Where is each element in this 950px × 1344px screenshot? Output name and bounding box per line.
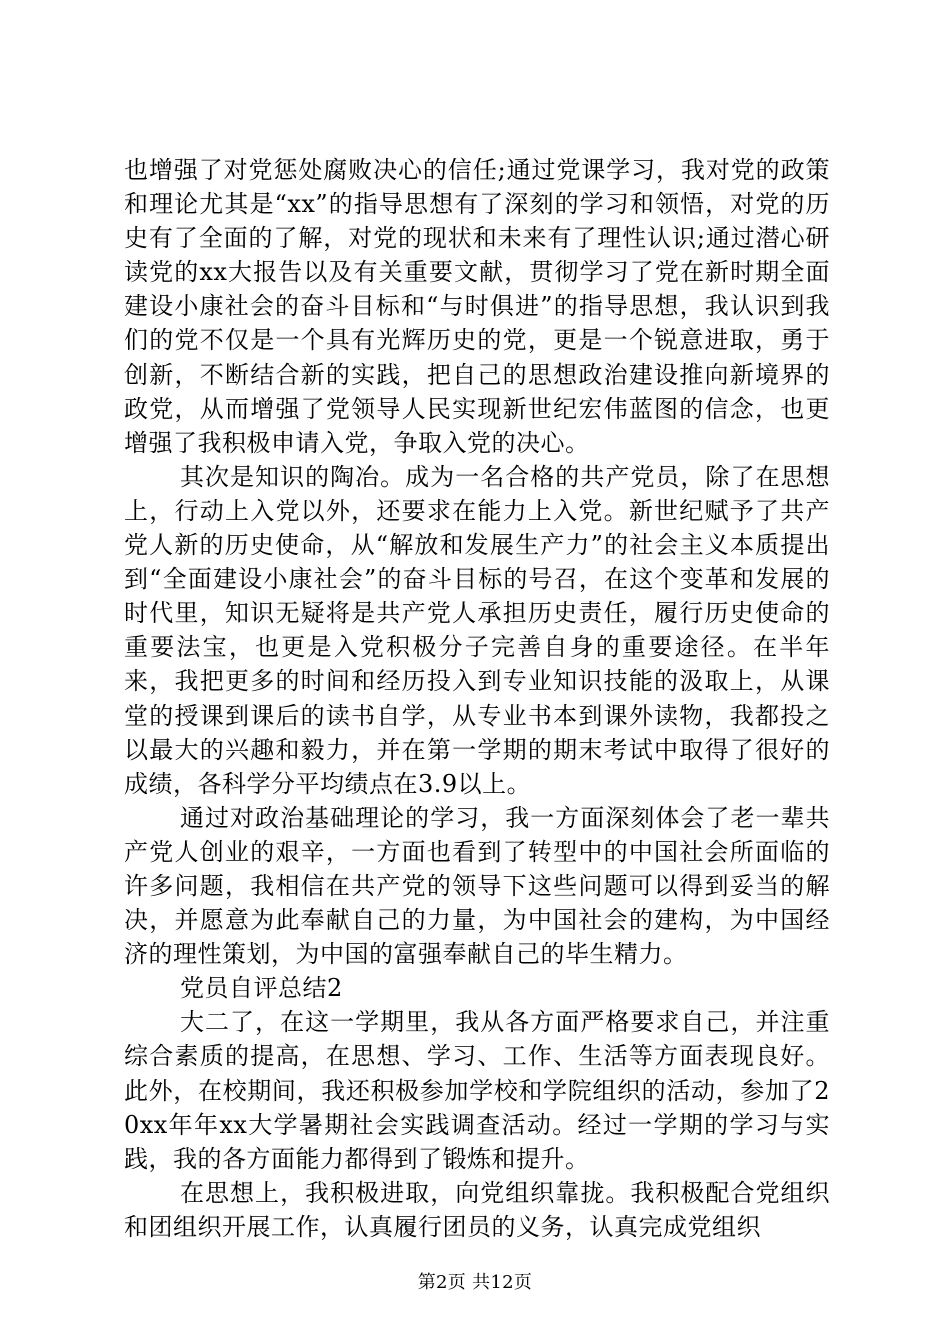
page-number-footer: 第2页 共12页 — [417, 1272, 533, 1293]
paragraph-3: 通过对政治基础理论的学习，我一方面深刻体会了老一辈共产党人创业的艰辛，一方面也看到了转型中的中国社会所面临的许多问题，我相信在共产党的领导下这些问题可以得到妥当的解决，并愿意为此奉献自己的力量，为中国社会的建构，为中国经济的理性策划，为中国的富强奉献自己的毕生精力。 — [124, 803, 830, 969]
section-heading: 党员自评总结2 — [180, 974, 343, 1003]
document-body — [124, 153, 830, 1244]
paragraph-4: 大二了，在这一学期里，我从各方面严格要求自己，并注重综合素质的提高，在思想、学习、工作、生活等方面表现良好。此外，在校期间，我还积极参加学校和学院组织的活动，参加了20xx年年xx大学暑期社会实践调查活动。经过一学期的学习与实践，我的各方面能力都得到了锻炼和提升。 — [124, 1008, 830, 1173]
paragraph-2: 其次是知识的陶冶。成为一名合格的共产党员，除了在思想上，行动上入党以外，还要求在能力上入党。新世纪赋予了共产党人新的历史使命，从“解放和发展生产力”的社会主义本质提出到“全面建设小康社会”的奋斗目标的号召，在这个变革和发展的时代里，知识无疑将是共产党人承担历史责任，履行历史使命的重要法宝，也更是入党积极分子完善自身的重要途径。在半年来，我把更多的时间和经历投入到专业知识技能的汲取上，从课堂的授课到课后的读书自学，从专业书本到课外读物，我都投之以最大的兴趣和毅力，并在第一学期的期末考试中取得了很好的成绩，各科学分平均绩点在3.9以上。 — [124, 462, 830, 798]
paragraph-5: 在思想上，我积极进取，向党组织靠拢。我积极配合党组织和团组织开展工作，认真履行团员的义务，认真完成党组织 — [124, 1178, 830, 1241]
paragraph-1: 也增强了对党惩处腐败决心的信任;通过党课学习，我对党的政策和理论尤其是“xx”的指导思想有了深刻的学习和领悟，对党的历史有了全面的了解，对党的现状和未来有了理性认识;通过潜心研读党的xx大报告以及有关重要文献，贯彻学习了党在新时期全面建设小康社会的奋斗目标和“与时俱进”的指导思想，我认识到我们的党不仅是一个具有光辉历史的党，更是一个锐意进取，勇于创新，不断结合新的实践，把自己的思想政治建设推向新境界的政党，从而增强了党领导人民实现新世纪宏伟蓝图的信念，也更增强了我积极申请入党，争取入党的决心。 — [124, 156, 830, 457]
